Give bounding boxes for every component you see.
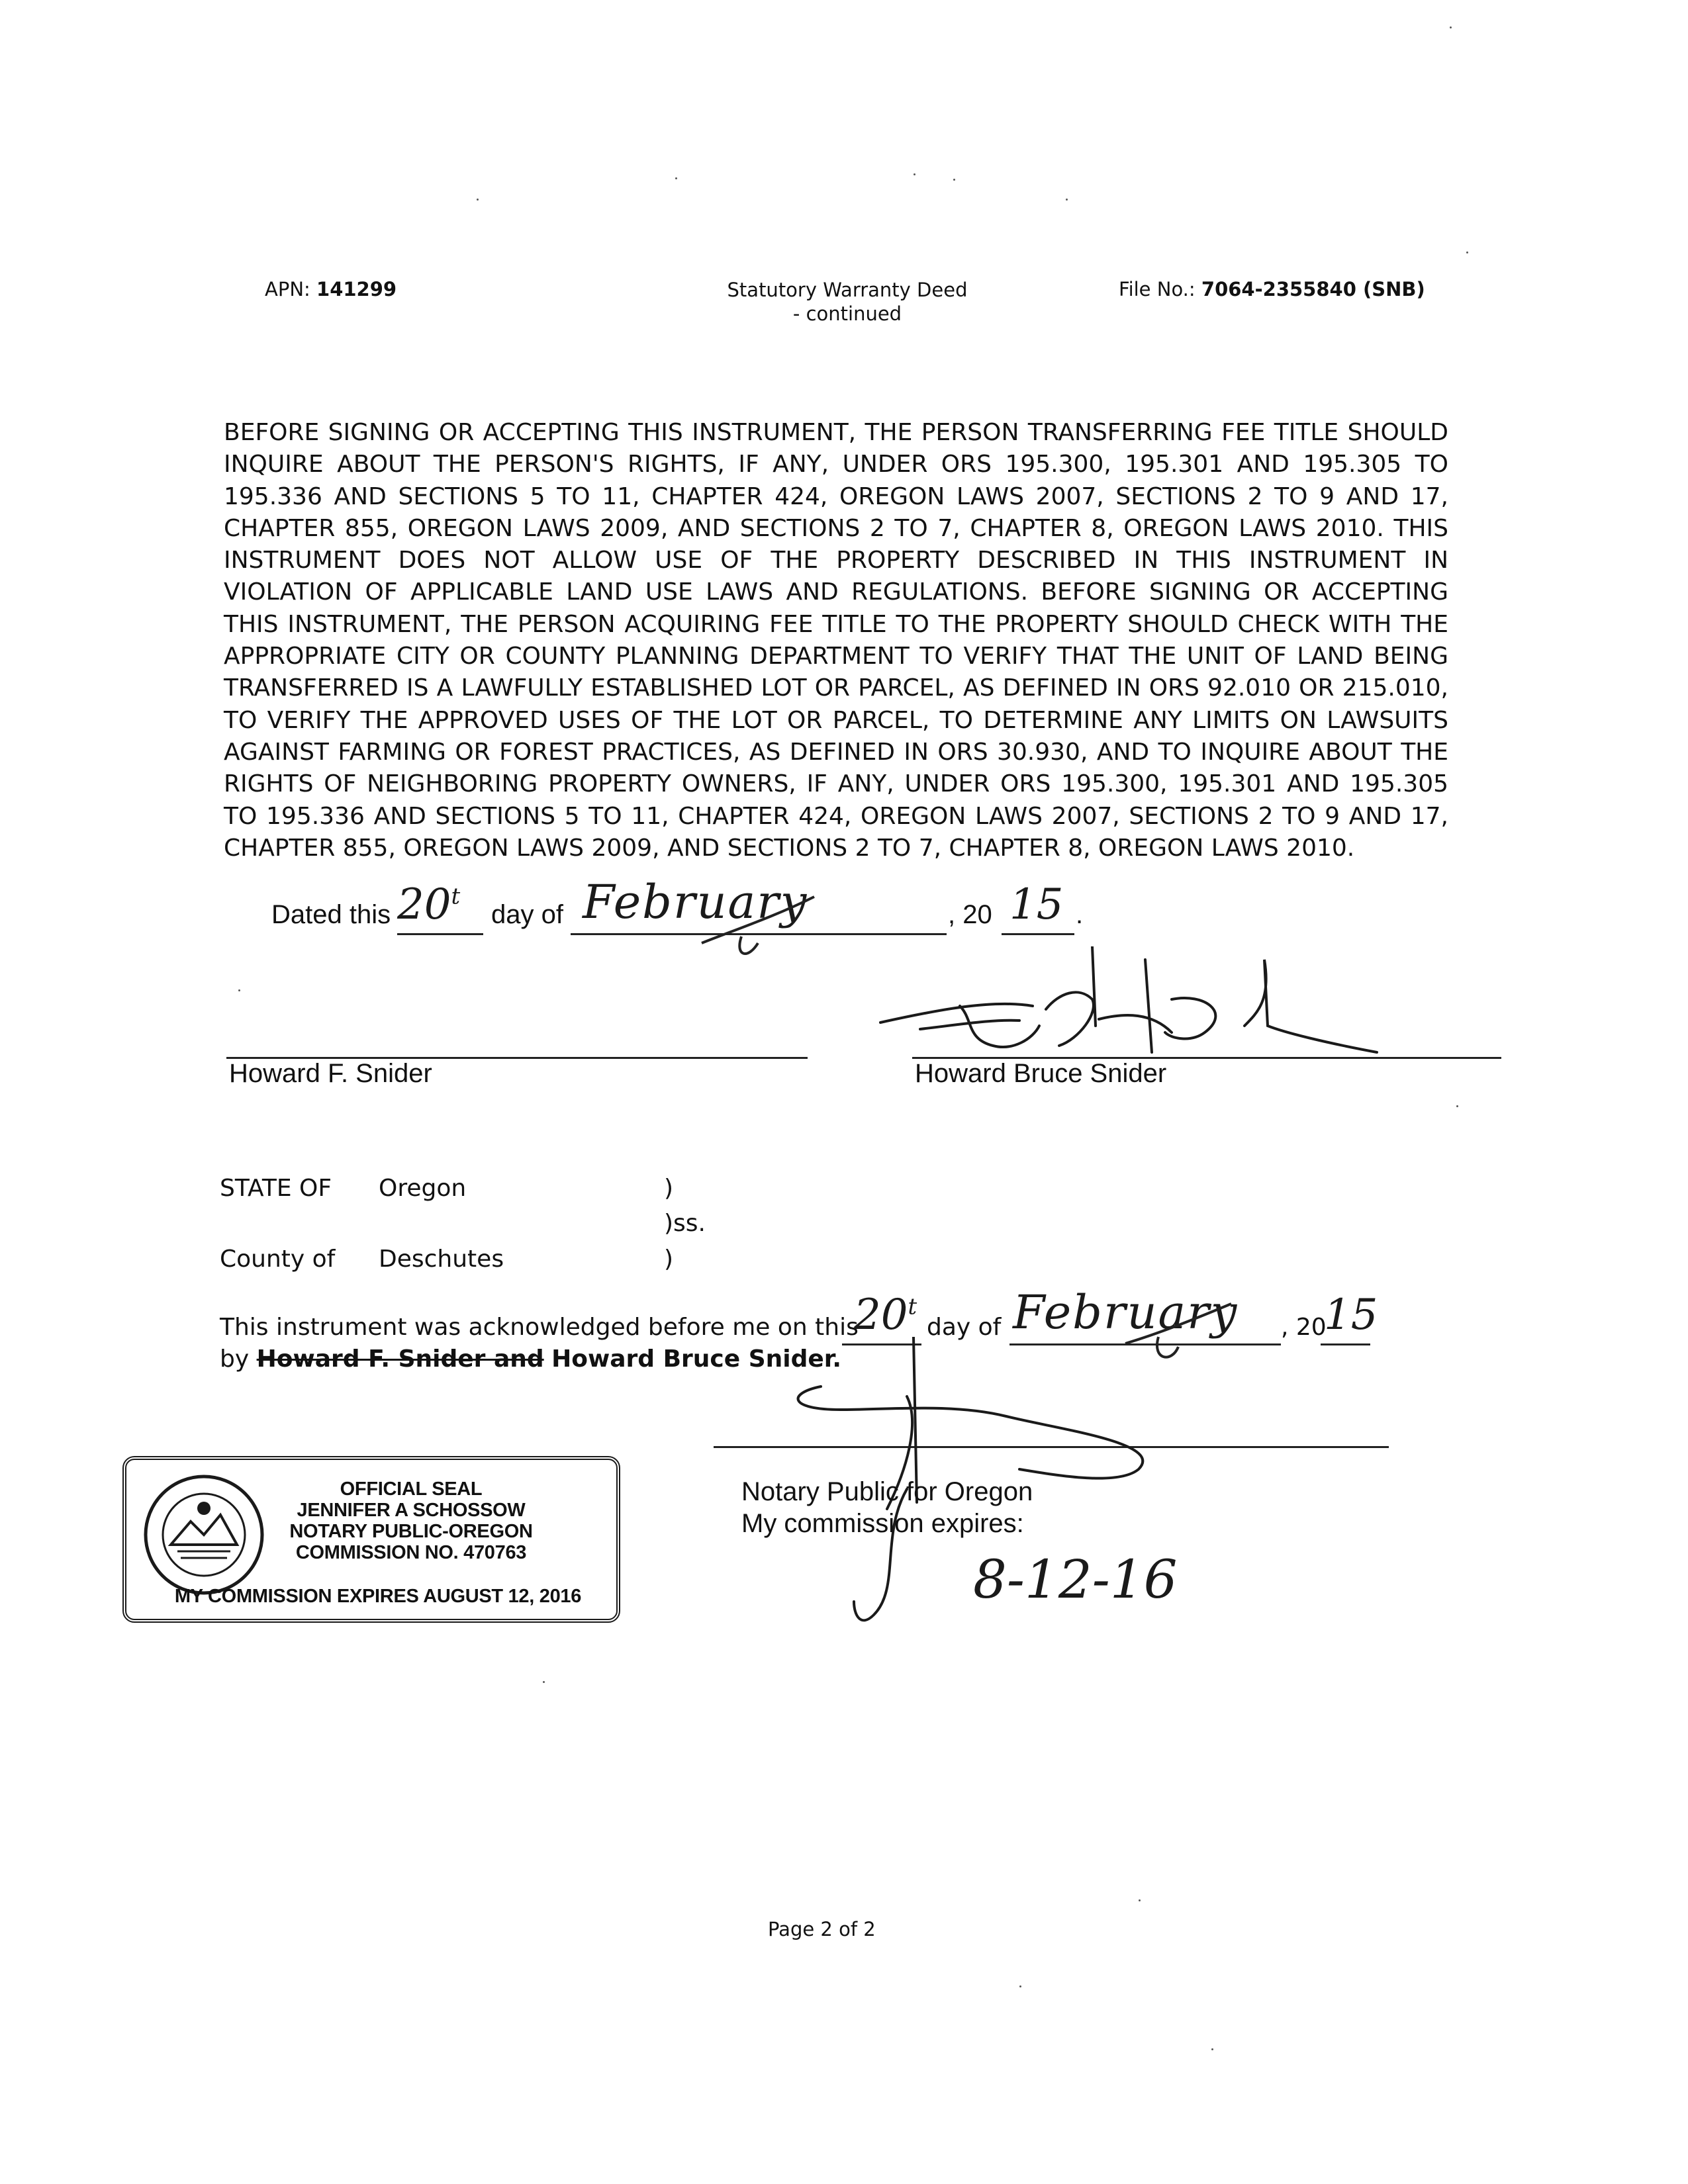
notice-line: THIS INSTRUMENT, THE PERSON ACQUIRING FEE TITLE TO THE PROPERTY SHOULD CHECK WITH THE <box>224 610 1448 638</box>
county-label: County of <box>220 1246 336 1273</box>
scan-speck <box>675 177 677 179</box>
scan-speck <box>914 173 915 175</box>
notice-line: BEFORE SIGNING OR ACCEPTING THIS INSTRUMENT, THE PERSON TRANSFERRING FEE TITLE SHOULD <box>224 419 1448 446</box>
apn-value: 141299 <box>316 278 397 300</box>
ack-year-prefix: , 20 <box>1281 1314 1327 1341</box>
ack-year-handwritten: 15 <box>1324 1291 1378 1340</box>
notice-line: VIOLATION OF APPLICABLE LAND USE LAWS AND REGULATIONS. BEFORE SIGNING OR ACCEPTING <box>224 578 1448 606</box>
ack-name: Howard Bruce Snider. <box>551 1345 842 1373</box>
ack-day-of: day of <box>927 1314 1002 1341</box>
document-title-block <box>688 278 1006 326</box>
seal-line-3: NOTARY PUBLIC-OREGON <box>289 1521 533 1542</box>
seal-line-2: JENNIFER A SCHOSSOW <box>297 1500 526 1521</box>
notary-line-1: Notary Public for Oregon <box>741 1477 1033 1506</box>
venue-paren-top: ) <box>664 1175 674 1202</box>
file-label: File No.: <box>1119 278 1196 300</box>
file-number <box>1119 278 1425 300</box>
ack-month-handwritten: February <box>1013 1285 1239 1340</box>
scan-speck <box>1450 26 1452 28</box>
dated-day-of: day of <box>491 900 563 929</box>
page-number: Page 2 of 2 <box>768 1918 876 1940</box>
ack-prefix: This instrument was acknowledged before me on this <box>220 1314 859 1341</box>
document-subtitle: - continued <box>792 302 902 325</box>
ack-by-label: by <box>220 1345 250 1373</box>
dated-period: . <box>1076 900 1084 929</box>
scan-speck <box>238 989 240 991</box>
notice-line: TO VERIFY THE APPROVED USES OF THE LOT OR PARCEL, TO DETERMINE ANY LIMITS ON LAWSUITS <box>224 706 1448 734</box>
notary-expiry-handwritten: 8-12-16 <box>973 1549 1178 1610</box>
dated-month-handwritten: February <box>583 875 808 929</box>
signer-left-name: Howard F. Snider <box>229 1059 432 1088</box>
statutory-notice <box>224 417 1448 864</box>
scan-speck <box>1456 1105 1458 1107</box>
seal-line-4: COMMISSION NO. 470763 <box>295 1542 527 1563</box>
seal-line-5: MY COMMISSION EXPIRES AUGUST 12, 2016 <box>174 1586 582 1607</box>
notary-block <box>741 1476 1033 1539</box>
apn-label: APN: <box>265 278 310 300</box>
month-flourish <box>695 890 821 963</box>
scan-speck <box>1139 1899 1141 1901</box>
notice-line: RIGHTS OF NEIGHBORING PROPERTY OWNERS, IF ANY, UNDER ORS 195.300, 195.301 AND 195.305 <box>224 770 1448 798</box>
signature-howard-bruce-snider <box>861 946 1430 1066</box>
ack-year-blank <box>1321 1343 1370 1345</box>
state-value: Oregon <box>379 1175 467 1202</box>
scan-speck <box>1019 1985 1021 1987</box>
signer-right-name: Howard Bruce Snider <box>915 1059 1167 1088</box>
seal-text <box>199 1479 623 1563</box>
notice-line: TRANSFERRED IS A LAWFULLY ESTABLISHED LOT OR PARCEL, AS DEFINED IN ORS 92.010 OR 215.010, <box>224 674 1448 702</box>
ack-struck-names: Howard F. Snider and <box>256 1345 544 1373</box>
dated-day-handwritten: 20$^t$ <box>397 880 461 929</box>
dated-year-handwritten: 15 <box>1009 880 1064 929</box>
scan-speck <box>477 199 479 201</box>
day-blank <box>397 933 483 935</box>
scan-speck <box>1466 251 1468 253</box>
official-seal <box>122 1456 620 1623</box>
notice-line: CHAPTER 855, OREGON LAWS 2009, AND SECTIONS 2 TO 7, CHAPTER 8, OREGON LAWS 2010. <box>224 834 1355 862</box>
dated-prefix: Dated this <box>271 900 391 929</box>
scan-speck <box>543 1681 545 1683</box>
dated-year-prefix: , 20 <box>948 900 992 929</box>
notice-line: TO 195.336 AND SECTIONS 5 TO 11, CHAPTER 424, OREGON LAWS 2007, SECTIONS 2 TO 9 AND 17, <box>224 802 1448 830</box>
notice-line: 195.336 AND SECTIONS 5 TO 11, CHAPTER 424, OREGON LAWS 2007, SECTIONS 2 TO 9 AND 17, <box>224 482 1448 510</box>
scan-speck <box>1211 2048 1213 2050</box>
scan-speck <box>953 179 955 181</box>
venue-paren-bottom: ) <box>664 1246 674 1273</box>
notary-line-2: My commission expires: <box>741 1509 1024 1538</box>
notice-line: APPROPRIATE CITY OR COUNTY PLANNING DEPARTMENT TO VERIFY THAT THE UNIT OF LAND BEING <box>224 643 1448 670</box>
file-value: 7064-2355840 (SNB) <box>1201 278 1425 300</box>
venue-ss: )ss. <box>664 1210 706 1237</box>
ack-day-handwritten: 20$^t$ <box>854 1291 917 1340</box>
apn <box>265 278 397 300</box>
notice-line: CHAPTER 855, OREGON LAWS 2009, AND SECTIONS 2 TO 7, CHAPTER 8, OREGON LAWS 2010. THIS <box>224 514 1448 542</box>
state-label: STATE OF <box>220 1175 332 1202</box>
notice-line: INQUIRE ABOUT THE PERSON'S RIGHTS, IF ANY, UNDER ORS 195.300, 195.301 AND 195.305 TO <box>224 451 1448 478</box>
document-title: Statutory Warranty Deed <box>727 279 968 301</box>
notice-line: AGAINST FARMING OR FOREST PRACTICES, AS DEFINED IN ORS 30.930, AND TO INQUIRE ABOUT THE <box>224 738 1448 766</box>
county-value: Deschutes <box>379 1246 504 1273</box>
year-blank <box>1002 933 1074 935</box>
scan-speck <box>1066 199 1068 201</box>
notice-line: INSTRUMENT DOES NOT ALLOW USE OF THE PROPERTY DESCRIBED IN THIS INSTRUMENT IN <box>224 547 1448 574</box>
seal-line-1: OFFICIAL SEAL <box>340 1479 483 1500</box>
